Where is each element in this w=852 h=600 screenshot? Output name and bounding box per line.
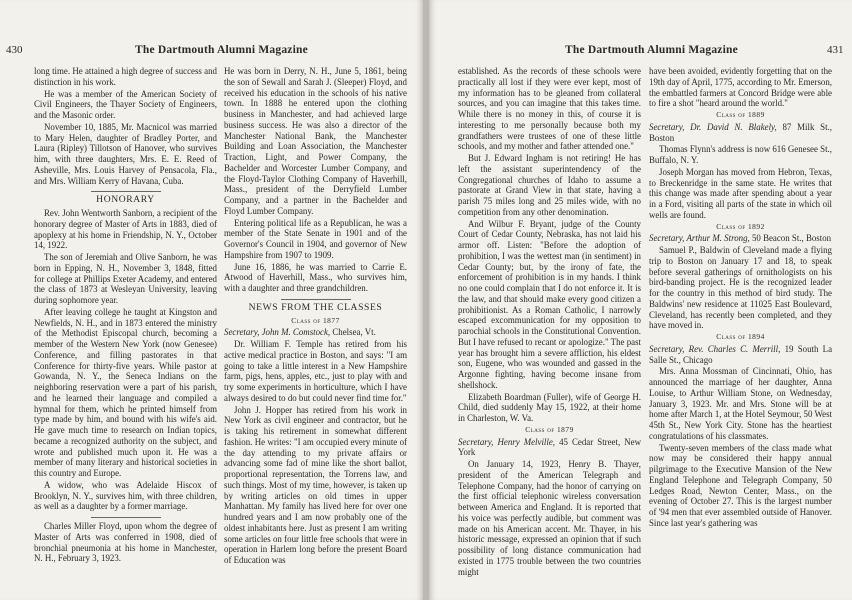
paragraph: A widow, who was Adelaide Hiscox of Brooklyn, N. Y., survives him, with three children, as well as a daughter by a former marriage.: [34, 479, 217, 512]
paragraph: And Wilbur F. Bryant, judge of the County Court of Cedar County, Nebraska, has not laid his armor off. Listen: "Before the adoption of prohibition, I was the wettest man (in sentiment) in Cedar County; but, by the irony of fate, the enforcement of prohibition is in my hands. I think no one could complain that I do not enforce it. It is the law, and that should make every good citizen a prohibitionist. As a Roman Catholic, I narrowly escaped excommunication for my opposition to parochial schools in the Constitutional Convention. But I have refused to recant or apologize." The past year has brought him a severe affliction, his eldest son, Eugene, who was wounded and gassed in the Argonne fighting, having become insane from shellshock.: [458, 218, 641, 390]
paragraph: Rev. John Wentworth Sanborn, a recipient of the honorary degree of Master of Arts in 1883, died of apoplexy at his home in Friendship, N. Y., October 14, 1922.: [34, 208, 217, 251]
left-page: [0, 0, 423, 600]
secretary-name: Secretary, John M. Comstock,: [224, 327, 331, 338]
page-number-left: 430: [6, 44, 23, 56]
secretary-address: 19 South La Salle St., Chicago: [649, 343, 832, 365]
paragraph: Dr. William F. Temple has retired from his active medical practice in Boston, and says: "I am going to take a little interest in a New Hampshire farm, pigs, hens, apples, etc., just to play with and try some experiments in horticulture, which I have always desired to do but could never find time for.": [224, 339, 407, 403]
paragraph: On January 14, 1923, Henry B. Thayer, president of the American Telegraph and Telephone Company, had the honor of carrying on the first official telephonic wireless conversation between America and England. It is reported that his voice was perfectly audible, but comment was made on his American accent. Mr. Thayer, in his historic message, expressed an opinion that if such possibility of long distance communication had existed in 1775 trouble between the two countries might: [458, 459, 641, 577]
paragraph: long time. He attained a high degree of success and distinction in his work.: [34, 66, 217, 87]
paragraph: Elizabeth Boardman (Fuller), wife of George H. Child, died suddenly May 15, 1922, at their home in Charleston, W. Va.: [458, 391, 641, 423]
paragraph: Mrs. Anna Mossman of Cincinnati, Ohio, has announced the marriage of her daughter, Anna Louise, to Arthur William Stone, on Wednesday, January 3, 1923. Mr. and Mrs. Stone will be at home after March 1, at the Hotel Seymour, 50 West 45th St., New York City. Stone has the heartiest congratulations of his classmates.: [649, 366, 832, 441]
class-secretary: [224, 327, 407, 338]
class-heading: Class of 1889: [716, 110, 765, 119]
class-heading: Class of 1892: [716, 221, 765, 231]
paragraph: Charles Miller Floyd, upon whom the degree of Master of Arts was conferred in 1908, died of bronchial pneumonia at his home in Manchester, N. H., February 3, 1923.: [34, 521, 217, 564]
section-heading-honorary: HONORARY: [96, 194, 155, 206]
class-heading: Class of 1894: [716, 332, 765, 341]
paragraph: John J. Hopper has retired from his work in New York as civil engineer and contractor, but he is taking his retirement in somewhat different fashion. He writes: "I am occupied every minute of the day attending to my private affairs or advancing some fad of mine like the short ballot, proportional representation, the Torrens law, and such things. Most of my time, however, is taken up by writing articles on old times in upper Manhattan. My family has lived here for over one hundred years and I am now probably one of the oldest inhabitants here. Just as present I am writing some articles on four little free schools that were in operation in Harlem long before the present Board of Education was: [224, 404, 407, 565]
paragraph: established. As the records of these schools were practically all lost if they were ever kept, most of my information has to be gleaned from collateral sources, and you can imagine that this takes time. While there is no money in this, of course it is interesting to me personally because both my grandfathers were trustees of one of these little schools, and my mother and father attended one.": [458, 66, 641, 152]
paragraph: June 16, 1886, he was married to Carrie E. Atwood of Haverhill, Mass., who survives him, with a daughter and three grandchildren.: [224, 261, 407, 293]
paragraph: Samuel P., Baldwin of Cleveland made a flying trip to Boston on January 17 and 18, to speak before several gatherings of ornithologists on his bird-banding project. He is the recognized leader for the country in this method of bird study. The Baldwins' new residence at 11025 East Boulevard, Cleveland, has recently been completed, and they have moved in.: [649, 245, 832, 331]
secretary-address: Chelsea, Vt.: [332, 327, 376, 338]
section-divider: [281, 299, 351, 300]
secretary-address: 50 Beacon St., Boston: [751, 233, 832, 244]
secretary-name: Secretary, Rev. Charles C. Merrill,: [649, 343, 781, 354]
column-1: [34, 66, 217, 592]
secretary-name: Secretary, Arthur M. Strong,: [649, 233, 750, 244]
secretary-address: 87 Milk St., Boston: [649, 121, 832, 143]
paragraph: Joseph Morgan has moved from Hebron, Texas, to Breckenridge in the same state. He writes that this change was made after spending about a year in a Ford, visiting all parts of the state in which oil wells are found.: [649, 166, 832, 220]
paragraph: Entering political life as a Republican, he was a member of the State Senate in 1901 and of the Governor's Council in 1904, and governor of New Hampshire from 1907 to 1909.: [224, 217, 407, 260]
secretary-name: Secretary, Henry Melville,: [458, 436, 555, 447]
paragraph: Thomas Flynn's address is now 616 Genesee St., Buffalo, N. Y.: [649, 144, 832, 165]
section-heading-news: NEWS FROM THE CLASSES: [248, 301, 383, 313]
page-number-right: 431: [827, 44, 844, 56]
class-heading: Class of 1877: [291, 315, 340, 325]
class-secretary: [649, 122, 832, 144]
paragraph: He was a member of the American Society of Civil Engineers, the Thayer Society of Engineers, and the Masonic order.: [34, 88, 217, 120]
secretary-address: 45 Cedar Street, New York: [458, 436, 641, 458]
paragraph: He was born in Derry, N. H., June 5, 1861, being the son of Sewall and Sarah J. (Sleeper) Floyd, and received his education in the schools of his native town. In 1888 he entered upon the clothing business in Manchester, and had achieved large business success. He was also a director of the Manchester National Bank, the Manchester Building and Loan Association, the Manchester Traction, Light, and Power Company, the Bachelder and Worcester Lumber Company, and the Floyd-Taylor Clothing Company of Haverhill, Mass., president of the Derryfield Lumber Company, and a partner in the Bachelder and Floyd Lumber Company.: [224, 66, 407, 216]
column-4: [649, 66, 832, 592]
running-head-left: The Dartmouth Alumni Magazine: [135, 44, 308, 56]
section-divider: [91, 517, 161, 518]
paragraph: Twenty-seven members of the class made what now may be considered their happy annual pilgrimage to the Executive Mansion of the New England Telephone and Telegraph Company, 50 Ledges Road, Newton Center, Mass., on the evening of October 27. This is the largest number of '94 men that ever assembled outside of Hanover. Since last year's gathering was: [649, 442, 832, 528]
paragraph: After leaving college he taught at Kingston and Newfields, N. H., and in 1873 entered the ministry of the Methodist Episcopal church, becoming a member of the Western New York (now Genesee) Conference, and filling pastorates in that Conference for thirty-five years. While pastor at Gowanda, N. Y., the Seneca Indians on the neighboring reservation were a part of his parish, and he learned their language and compiled a hymnal for them, which he printed himself from type made by him, and bound with his wife's aid. He gave much time to research on Indian topics, became a recognized authority on the subject, and wrote and published much upon it. He was a member of many literary and historical societies in this country and Europe.: [34, 306, 217, 478]
class-secretary: [649, 344, 832, 366]
column-2: [224, 66, 407, 592]
class-secretary: [649, 233, 832, 244]
right-page: [429, 0, 852, 600]
column-3: [458, 66, 641, 592]
section-divider: [91, 191, 161, 192]
class-heading: Class of 1879: [525, 424, 574, 434]
paragraph: November 10, 1885, Mr. Macnicol was married to Mary Helen, daughter of Bradley Porter, and Laura (Ripley) Tillotson of Hanover, who survives him, with three daughters, Mrs. E. E. Reed of Asheville, Mrs. Louis Harvey of Pensacola, Fla., and Mrs. William Kerry of Havana, Cuba.: [34, 121, 217, 186]
class-secretary: [458, 437, 641, 459]
running-head-right: The Dartmouth Alumni Magazine: [565, 44, 738, 56]
paragraph: But J. Edward Ingham is not retiring! He has left the assistant superintendency of the Congregational churches of Idaho to assume a pastorate at Grand View in that state, having a parish 75 miles long and 25 miles wide, with no competition from any other denomination.: [458, 153, 641, 217]
secretary-name: Secretary, Dr. David N. Blakely,: [649, 121, 777, 132]
paragraph: have been avoided, evidently forgetting that on the 19th day of April, 1775, according to Mr. Emerson, the embattled farmers at Concord Bridge were able to fire a shot "heard around the world.": [649, 66, 832, 109]
paragraph: The son of Jeremiah and Olive Sanborn, he was born in Epping, N. H., November 3, 1848, fitted for college at Phillips Exeter Academy, and entered the class of 1873 at Wesleyan University, leaving during sophomore year.: [34, 252, 217, 305]
